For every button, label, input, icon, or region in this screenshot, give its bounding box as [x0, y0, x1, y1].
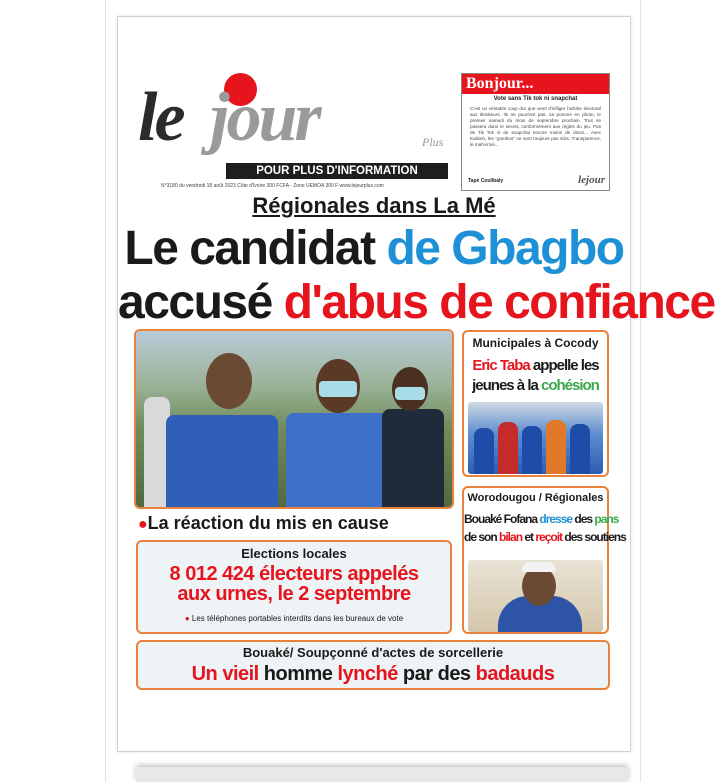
issue-line: N°3180 du vendredi 18 août 2023 Côte d'Ivoire 300 FCFA - Zone UEMOA 300 F www.lejourplus.com — [161, 183, 384, 189]
wor-w8: reçoit — [535, 530, 563, 544]
bouake-p3: lynché — [337, 663, 398, 685]
elections-line2b: 2 septembre — [298, 583, 411, 605]
elections-line2a: aux urnes, le — [177, 583, 299, 605]
lead-line1-blue: de Gbagbo — [386, 222, 624, 275]
elections-story[interactable] — [136, 540, 452, 634]
elections-headline — [138, 564, 450, 604]
municipal-kicker: Municipales à Cocody — [472, 336, 599, 350]
municipal-text2a: jeunes à la — [472, 377, 541, 394]
newspaper-front-page[interactable] — [117, 16, 715, 752]
right-column-rule — [640, 0, 641, 782]
elections-kicker: Elections locales — [241, 546, 347, 561]
bonjour-logo: lejour — [578, 174, 605, 186]
bouake-p1: Un vieil — [191, 663, 259, 685]
worodougou-story[interactable] — [462, 486, 626, 634]
bouake-headline — [138, 663, 608, 686]
municipal-text2b: cohésion — [541, 377, 599, 394]
lead-line2-red: d'abus de confiance — [283, 276, 715, 329]
next-page-edge — [136, 767, 628, 782]
wor-w4: pans — [594, 512, 619, 526]
wor-w2: dresse — [539, 512, 573, 526]
wor-w6: bilan — [499, 530, 523, 544]
elections-line1: 8 012 424 électeurs appelés — [169, 563, 419, 585]
tagline: POUR PLUS D'INFORMATION — [226, 163, 448, 179]
lead-kicker: Régionales dans La Mé — [252, 193, 496, 218]
bonjour-body: C'est un véritable coup dur que vient d'infliger l'arbitre électoral aux tiktokeurs. Ils ne pourront pas, sa pomme en photo, le premier samedi du mois de septembre prochain. Tout se passera dans le secret, conformément aux règles du jeu. Pas de Tik Tok ni de snapchat encore moins de direct... Avec Kalsieh, les "gombos" ne sont toujours pas sûrs. Transparence, le mal'errosi... — [470, 106, 601, 147]
lead-photo[interactable] — [136, 331, 452, 507]
wor-w1: Bouaké Fofana — [464, 512, 540, 526]
elections-note — [138, 614, 450, 623]
logo-plus: Plus — [422, 135, 444, 149]
caption-bullet-icon: ● — [138, 516, 148, 533]
logo-le: le — [138, 79, 183, 156]
logo-jour: jour — [210, 79, 319, 156]
wor-w3: des — [572, 512, 595, 526]
municipal-story[interactable] — [462, 330, 609, 477]
worodougou-photo[interactable] — [468, 560, 603, 632]
lead-caption-text: La réaction du mis en cause — [147, 513, 389, 533]
elections-note-text: Les téléphones portables interdits dans les bureaux de vote — [191, 614, 404, 623]
worodougou-kicker: Worodougou / Régionales — [467, 492, 604, 504]
wor-w7: et — [522, 530, 536, 544]
municipal-photo[interactable] — [468, 402, 603, 474]
municipal-name: Eric Taba — [472, 357, 530, 374]
lead-caption — [138, 513, 458, 534]
left-column-rule — [105, 0, 106, 782]
municipal-headline — [464, 356, 607, 396]
bonjour-title: Bonjour... — [462, 74, 609, 94]
note-bullet-icon: ● — [184, 614, 190, 623]
bouake-kicker: Bouaké/ Soupçonné d'actes de sorcellerie — [242, 645, 504, 660]
bouake-p5: badauds — [475, 663, 555, 685]
municipal-text1: appelle les — [529, 357, 599, 374]
wor-w9: des soutiens — [562, 530, 626, 544]
bouake-p2: homme — [258, 663, 338, 685]
bouake-p4: par des — [397, 663, 476, 685]
wor-w5: de son — [464, 530, 500, 544]
worodougou-headline — [464, 510, 626, 546]
bouake-story[interactable] — [136, 640, 610, 690]
lead-line1-dark: Le candidat — [124, 222, 387, 275]
lead-line2-dark: accusé — [118, 276, 284, 329]
bonjour-subtitle: Vote sans Tik tok ni snapchat — [493, 96, 578, 102]
bonjour-signature: Tapé Coulibaly — [468, 178, 504, 184]
lead-headline-line1 — [118, 221, 630, 277]
bonjour-editorial — [461, 73, 610, 191]
lead-headline-line2 — [118, 275, 715, 331]
